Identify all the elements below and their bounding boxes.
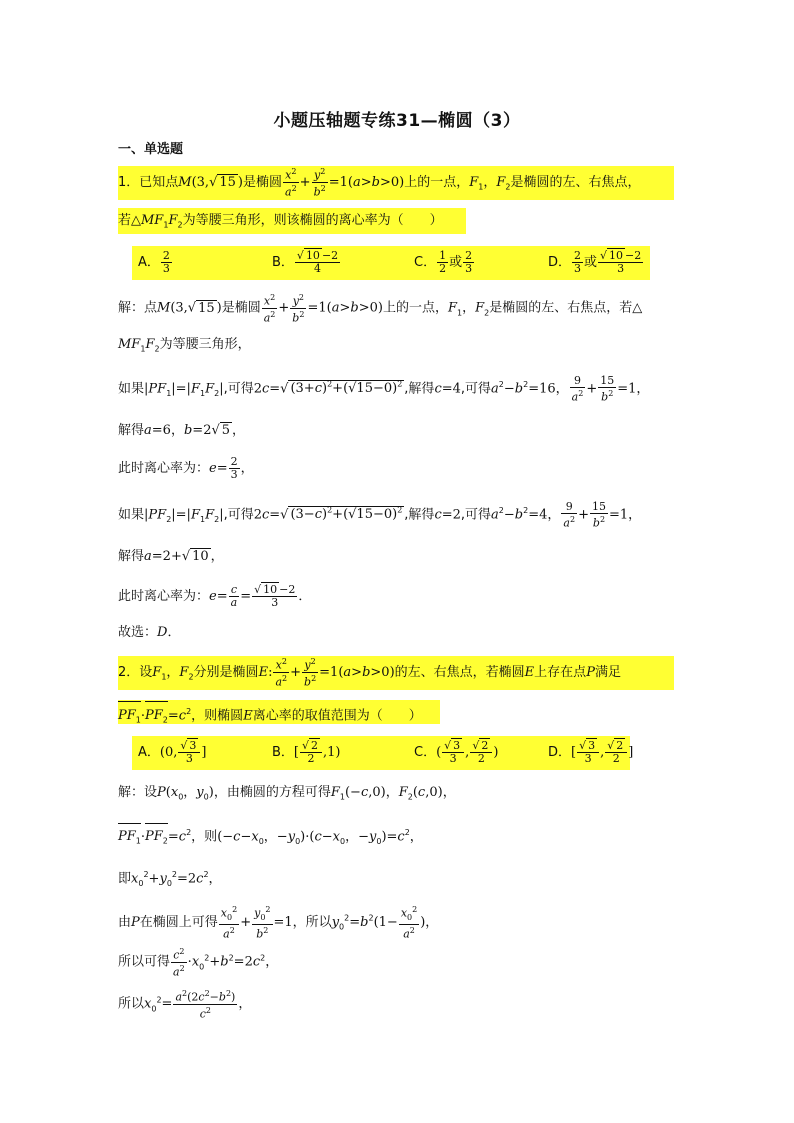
- q2-option-a[interactable]: A．(0, $\frac{√ 3}{3}$ ]: [138, 739, 207, 765]
- q2-stem-line-1: 2．设$F_1$，$F_2$分别是椭圆E: $\frac{x^2}{a^2}$ + $\frac{y^2}{b^2}$ =1(a>b>0)的左、右焦点，若椭圆E上存在点P满足: [118, 656, 674, 690]
- doc-title: 小题压轴题专练31—椭圆（3）: [273, 111, 521, 131]
- q2-option-d[interactable]: D．[ $\frac{√ 3}{3}$ , $\frac{√ 2}{2}$ ]: [548, 739, 634, 765]
- sol1-line-5: 此时离心率为：e= $\frac{2}{3}$ ，: [118, 455, 254, 481]
- q1-option-a[interactable]: A． $\frac{2}{3}$: [138, 249, 170, 275]
- sol1-line-6: 如果$|PF_2|=|F_1F_2|$,可得2c=√ $(3-c)^2+(√15-0)^2$ ,解得c=2,可得$a^2-b^2=4$， $\frac{9}{a^2}$ + $\frac{15}{b^2}$ =1，: [118, 499, 642, 530]
- sol1-line-4: 解得a=6，b=2√ 5 ，: [118, 423, 246, 438]
- q2-option-b[interactable]: B．[ $\frac{√ 2}{2}$ ,1): [272, 739, 341, 765]
- sol2-line-2: $PF_1\cdot PF_2=c^2$，则($-c-x_0$，$-y_0)\cdot(c-x_0$，$-y_0)=c^2$，: [118, 822, 423, 853]
- section-heading: 一、单选题: [118, 142, 184, 157]
- q1-option-c[interactable]: C． $\frac{1}{2}$ 或 $\frac{2}{3}$: [414, 249, 473, 275]
- sol2-line-6: 所以$x_0^2=$ $\frac{a^2(2c^2-b^2)}{c^2}$ ，: [118, 989, 252, 1021]
- q1-options: [132, 246, 650, 280]
- sol1-line-3: 如果$|PF_1|=|F_1F_2|$,可得2c=√ $(3+c)^2+(√15-0)^2$ ,解得c=4,可得$a^2-b^2=16$， $\frac{9}{a^2}$ + $\frac{15}{b^2}$ =1，: [118, 373, 650, 404]
- q1-option-d[interactable]: D． $\frac{2}{3}$ 或 $\frac{√ 10 -2}{3}$: [548, 249, 642, 275]
- sol1-line-2: $MF_1F_2$为等腰三角形，: [118, 337, 251, 354]
- q1-stem-line-1: 1．已知点M(3,√ 15 )是椭圆 $\frac{x^2}{a^2}$ + $\frac{y^2}{b^2}$ =1(a>b>0)上的一点，$F_1$，$F_2$是椭圆的左、右焦点，: [118, 166, 674, 200]
- sol2-line-4: 由P在椭圆上可得 $\frac{x_0^2}{a^2}$ + $\frac{y_0^2}{b^2}$ =1，所以$y_0^2=b^2(1-$ $\frac{x_0^2}{a^2}$ )，: [118, 905, 439, 941]
- q2-stem-line-2: $PF_1\cdot PF_2=c^2$，则椭圆E离心率的取值范围为（ ）: [118, 700, 440, 724]
- q2-option-c[interactable]: C．( $\frac{√ 3}{3}$ , $\frac{√ 2}{2}$ ): [414, 739, 499, 765]
- q2-options: [132, 736, 634, 770]
- q1-option-b[interactable]: B． $\frac{√ 10 -2}{4}$: [272, 249, 339, 275]
- q1-stem-line-2: 若$\triangle MF_1F_2$为等腰三角形，则该椭圆的离心率为（ ）: [118, 208, 466, 234]
- sol1-line-8: 此时离心率为：e= $\frac{c}{a}$ = $\frac{√ 10 -2}{3}$ ．: [118, 583, 312, 609]
- sol1-line-7: 解得a=2+√ 10 ，: [118, 549, 224, 564]
- sol2-line-1: 解：设$P(x_0$，$y_0$)，由椭圆的方程可得$F_1(-c,0)$，$F_2(c,0)$，: [118, 785, 456, 802]
- sol1-answer: 故选：D．: [118, 625, 181, 640]
- sol1-line-1: 解：点M(3,√ 15 )是椭圆 $\frac{x^2}{a^2}$ + $\frac{y^2}{b^2}$ =1(a>b>0)上的一点，$F_1$，$F_2$是椭圆的左、右焦点，若△: [118, 293, 643, 325]
- sol2-line-5: 所以可得 $\frac{c^2}{a^2}$ $\cdot x_0^2+b^2=2c^2$，: [118, 947, 279, 979]
- sol2-line-3: 即$x_0^2+y_0^2=2c^2$，: [118, 870, 222, 888]
